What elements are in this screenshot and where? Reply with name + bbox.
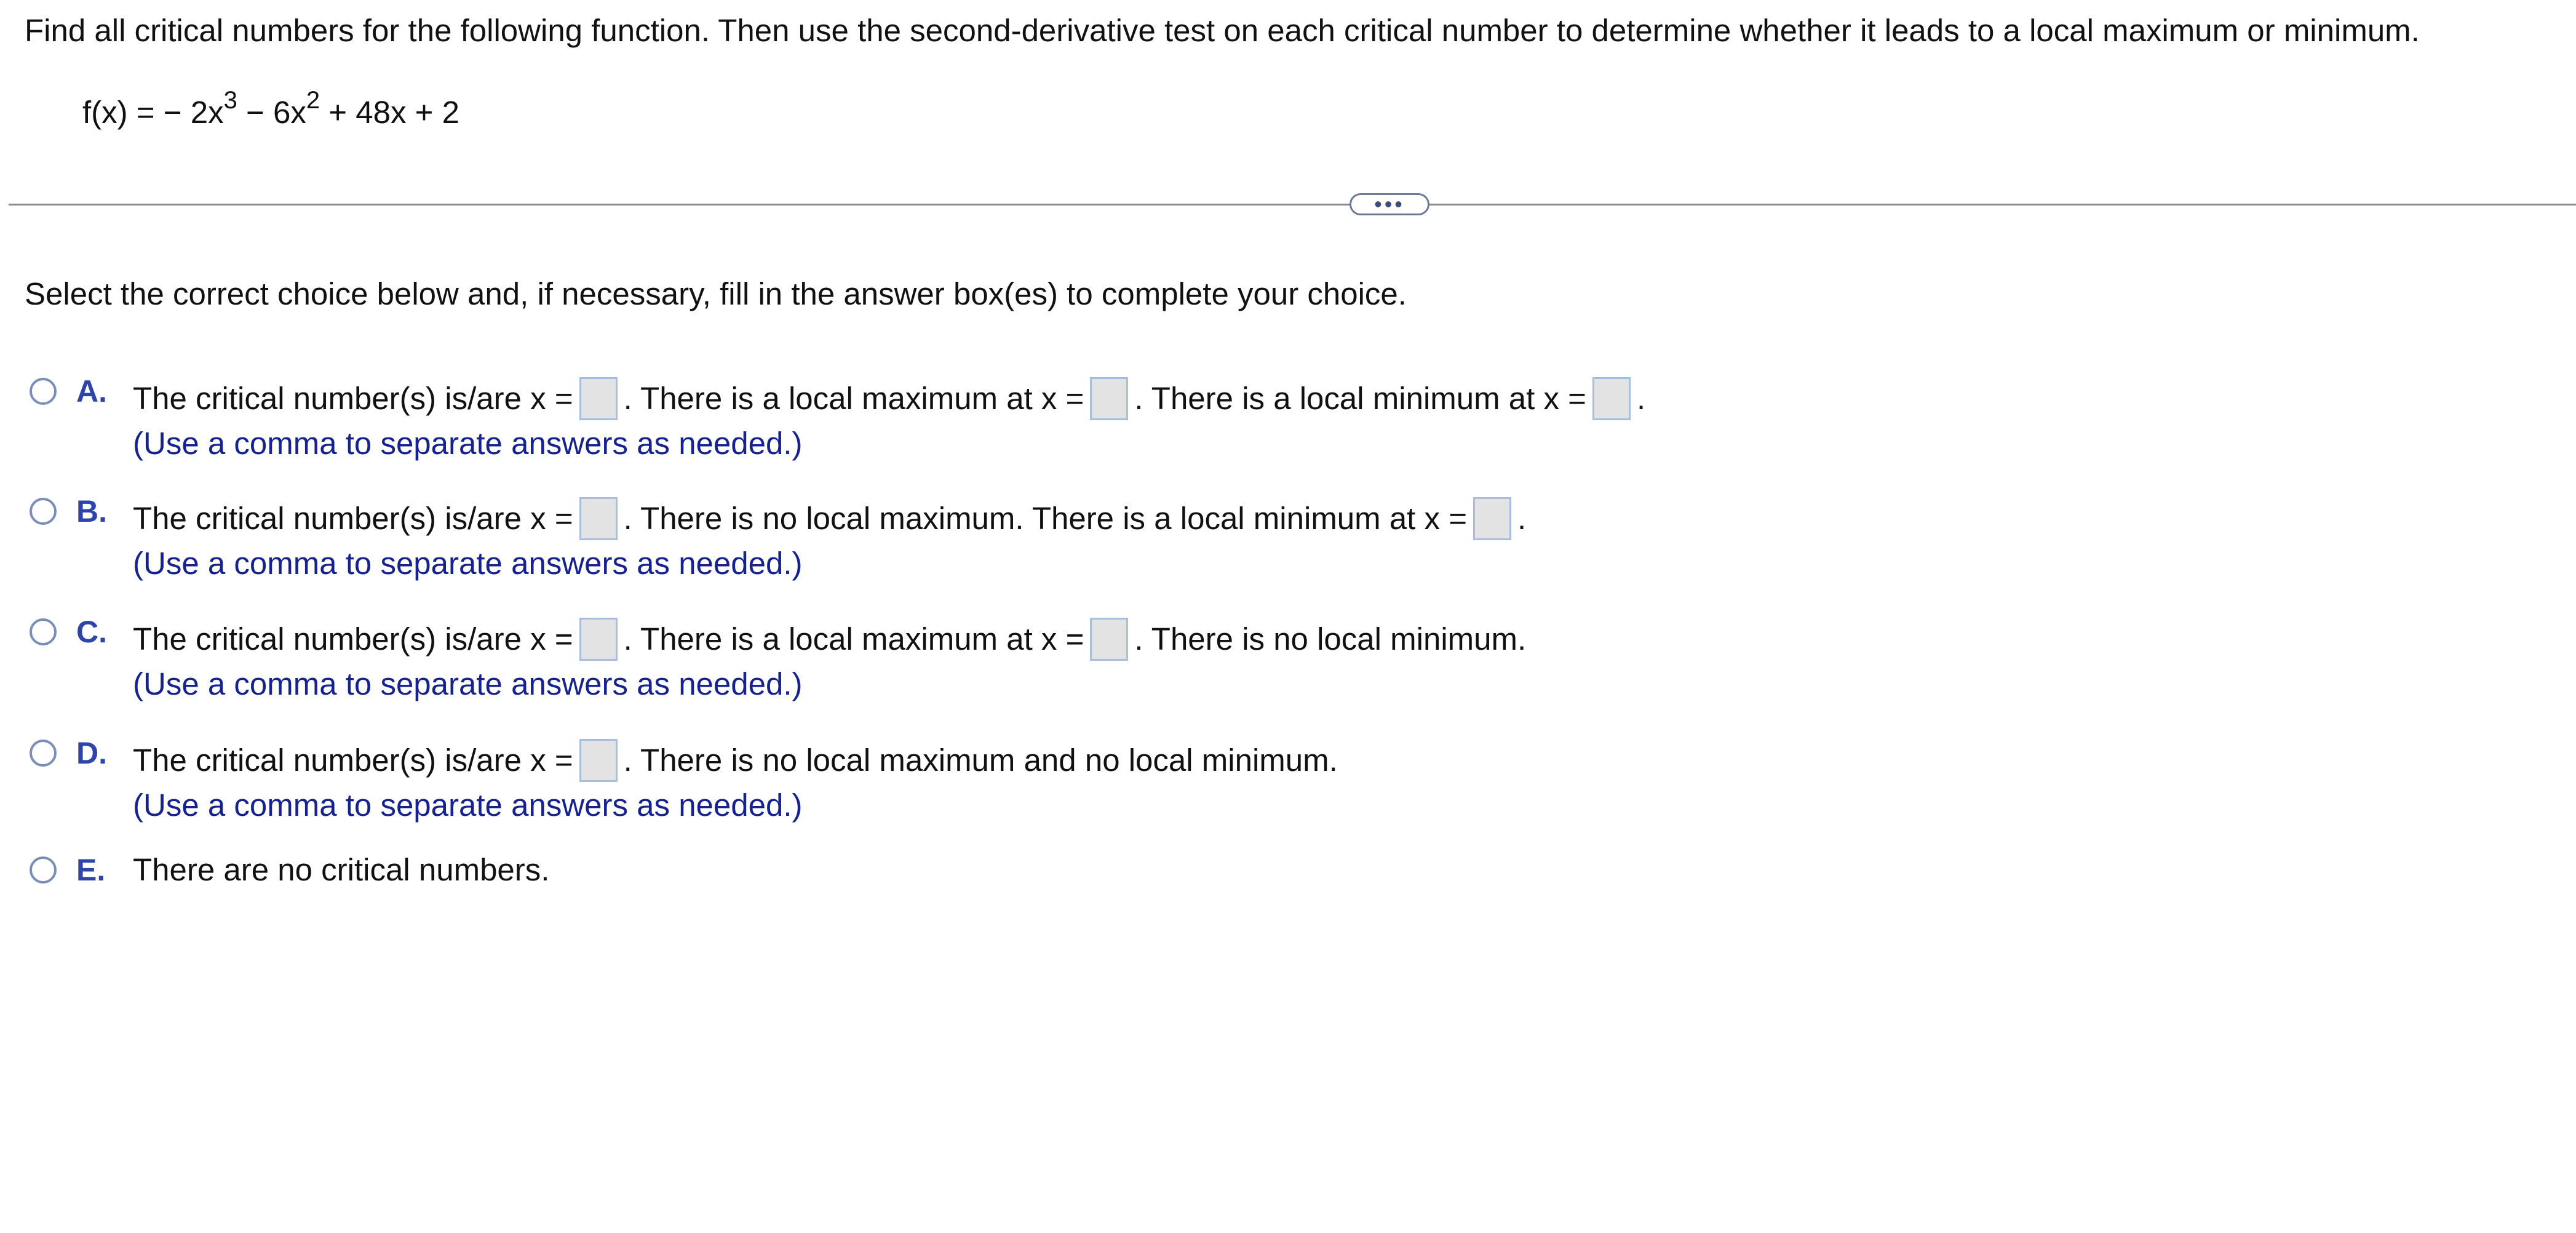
choice-d <box>0 734 1845 823</box>
instruction-text: Select the correct choice below and, if necessary, fill in the answer box(es) to complete your choice. <box>25 276 1407 311</box>
radio-choice-e[interactable] <box>30 856 57 884</box>
formula-exponent-2: 2 <box>306 87 320 114</box>
section-divider <box>9 204 2576 206</box>
choice-b-text-3: . <box>1517 501 1527 536</box>
choice-d-text-2: . There is no local maximum and no local minimum. <box>623 743 1338 778</box>
choice-d-letter: D. <box>76 736 107 770</box>
choice-a-hint: (Use a comma to separate answers as needed.) <box>133 426 803 461</box>
choice-e-text-1: There are no critical numbers. <box>133 852 550 887</box>
choice-a-text-1: The critical number(s) is/are x = <box>133 381 573 416</box>
choice-b-hint: (Use a comma to separate answers as needed.) <box>133 546 803 581</box>
choice-a-statement <box>133 377 1645 420</box>
choice-b-letter: B. <box>76 494 107 529</box>
choice-a-max-input[interactable] <box>1090 377 1128 420</box>
formula-lhs: f(x) = <box>82 95 164 130</box>
choice-b-critical-input[interactable] <box>579 497 618 540</box>
choice-c-hint: (Use a comma to separate answers as needed.) <box>133 666 803 701</box>
choice-a <box>0 372 1845 461</box>
choice-d-statement <box>133 739 1338 782</box>
choice-d-text-1: The critical number(s) is/are x = <box>133 743 573 778</box>
choice-a-min-input[interactable] <box>1592 377 1631 420</box>
formula-exponent-1: 3 <box>223 87 237 114</box>
choice-c-text-2: . There is a local maximum at x = <box>623 621 1084 656</box>
choice-e-statement <box>133 851 549 889</box>
choice-a-text-3: . There is a local minimum at x = <box>1134 381 1586 416</box>
question-text: Find all critical numbers for the following function. Then use the second-derivative test on each critical number to determine whether it leads to a local maximum or minimum. <box>25 13 2420 48</box>
choice-e-letter: E. <box>76 853 106 887</box>
choice-a-text-4: . <box>1636 381 1646 416</box>
choice-c-text-1: The critical number(s) is/are x = <box>133 621 573 656</box>
choice-c-critical-input[interactable] <box>579 618 618 661</box>
choice-a-critical-input[interactable] <box>579 377 618 420</box>
choice-a-text-2: . There is a local maximum at x = <box>623 381 1084 416</box>
choice-b-text-2: . There is no local maximum. There is a local minimum at x = <box>623 501 1467 536</box>
choice-d-critical-input[interactable] <box>579 739 618 782</box>
choice-c-max-input[interactable] <box>1090 618 1128 661</box>
formula-term-2: − 6x <box>237 95 306 130</box>
choice-b <box>0 492 1845 581</box>
radio-choice-d[interactable] <box>30 740 57 767</box>
radio-choice-c[interactable] <box>30 618 57 645</box>
choice-b-statement <box>133 497 1526 540</box>
choice-c-statement <box>133 618 1526 661</box>
choice-e <box>0 851 1845 925</box>
choice-d-hint: (Use a comma to separate answers as needed.) <box>133 788 803 823</box>
formula-term-1: − 2x <box>163 95 224 130</box>
choice-a-letter: A. <box>76 374 107 409</box>
choice-b-min-input[interactable] <box>1473 497 1511 540</box>
choice-c-text-3: . There is no local minimum. <box>1134 621 1527 656</box>
choice-c-letter: C. <box>76 615 107 649</box>
choice-b-text-1: The critical number(s) is/are x = <box>133 501 573 536</box>
function-formula <box>82 87 459 134</box>
radio-choice-b[interactable] <box>30 498 57 525</box>
radio-choice-a[interactable] <box>30 378 57 405</box>
choice-c <box>0 613 1845 701</box>
expand-button[interactable]: ••• <box>1350 193 1429 215</box>
formula-term-3: + 48x + 2 <box>320 95 459 130</box>
